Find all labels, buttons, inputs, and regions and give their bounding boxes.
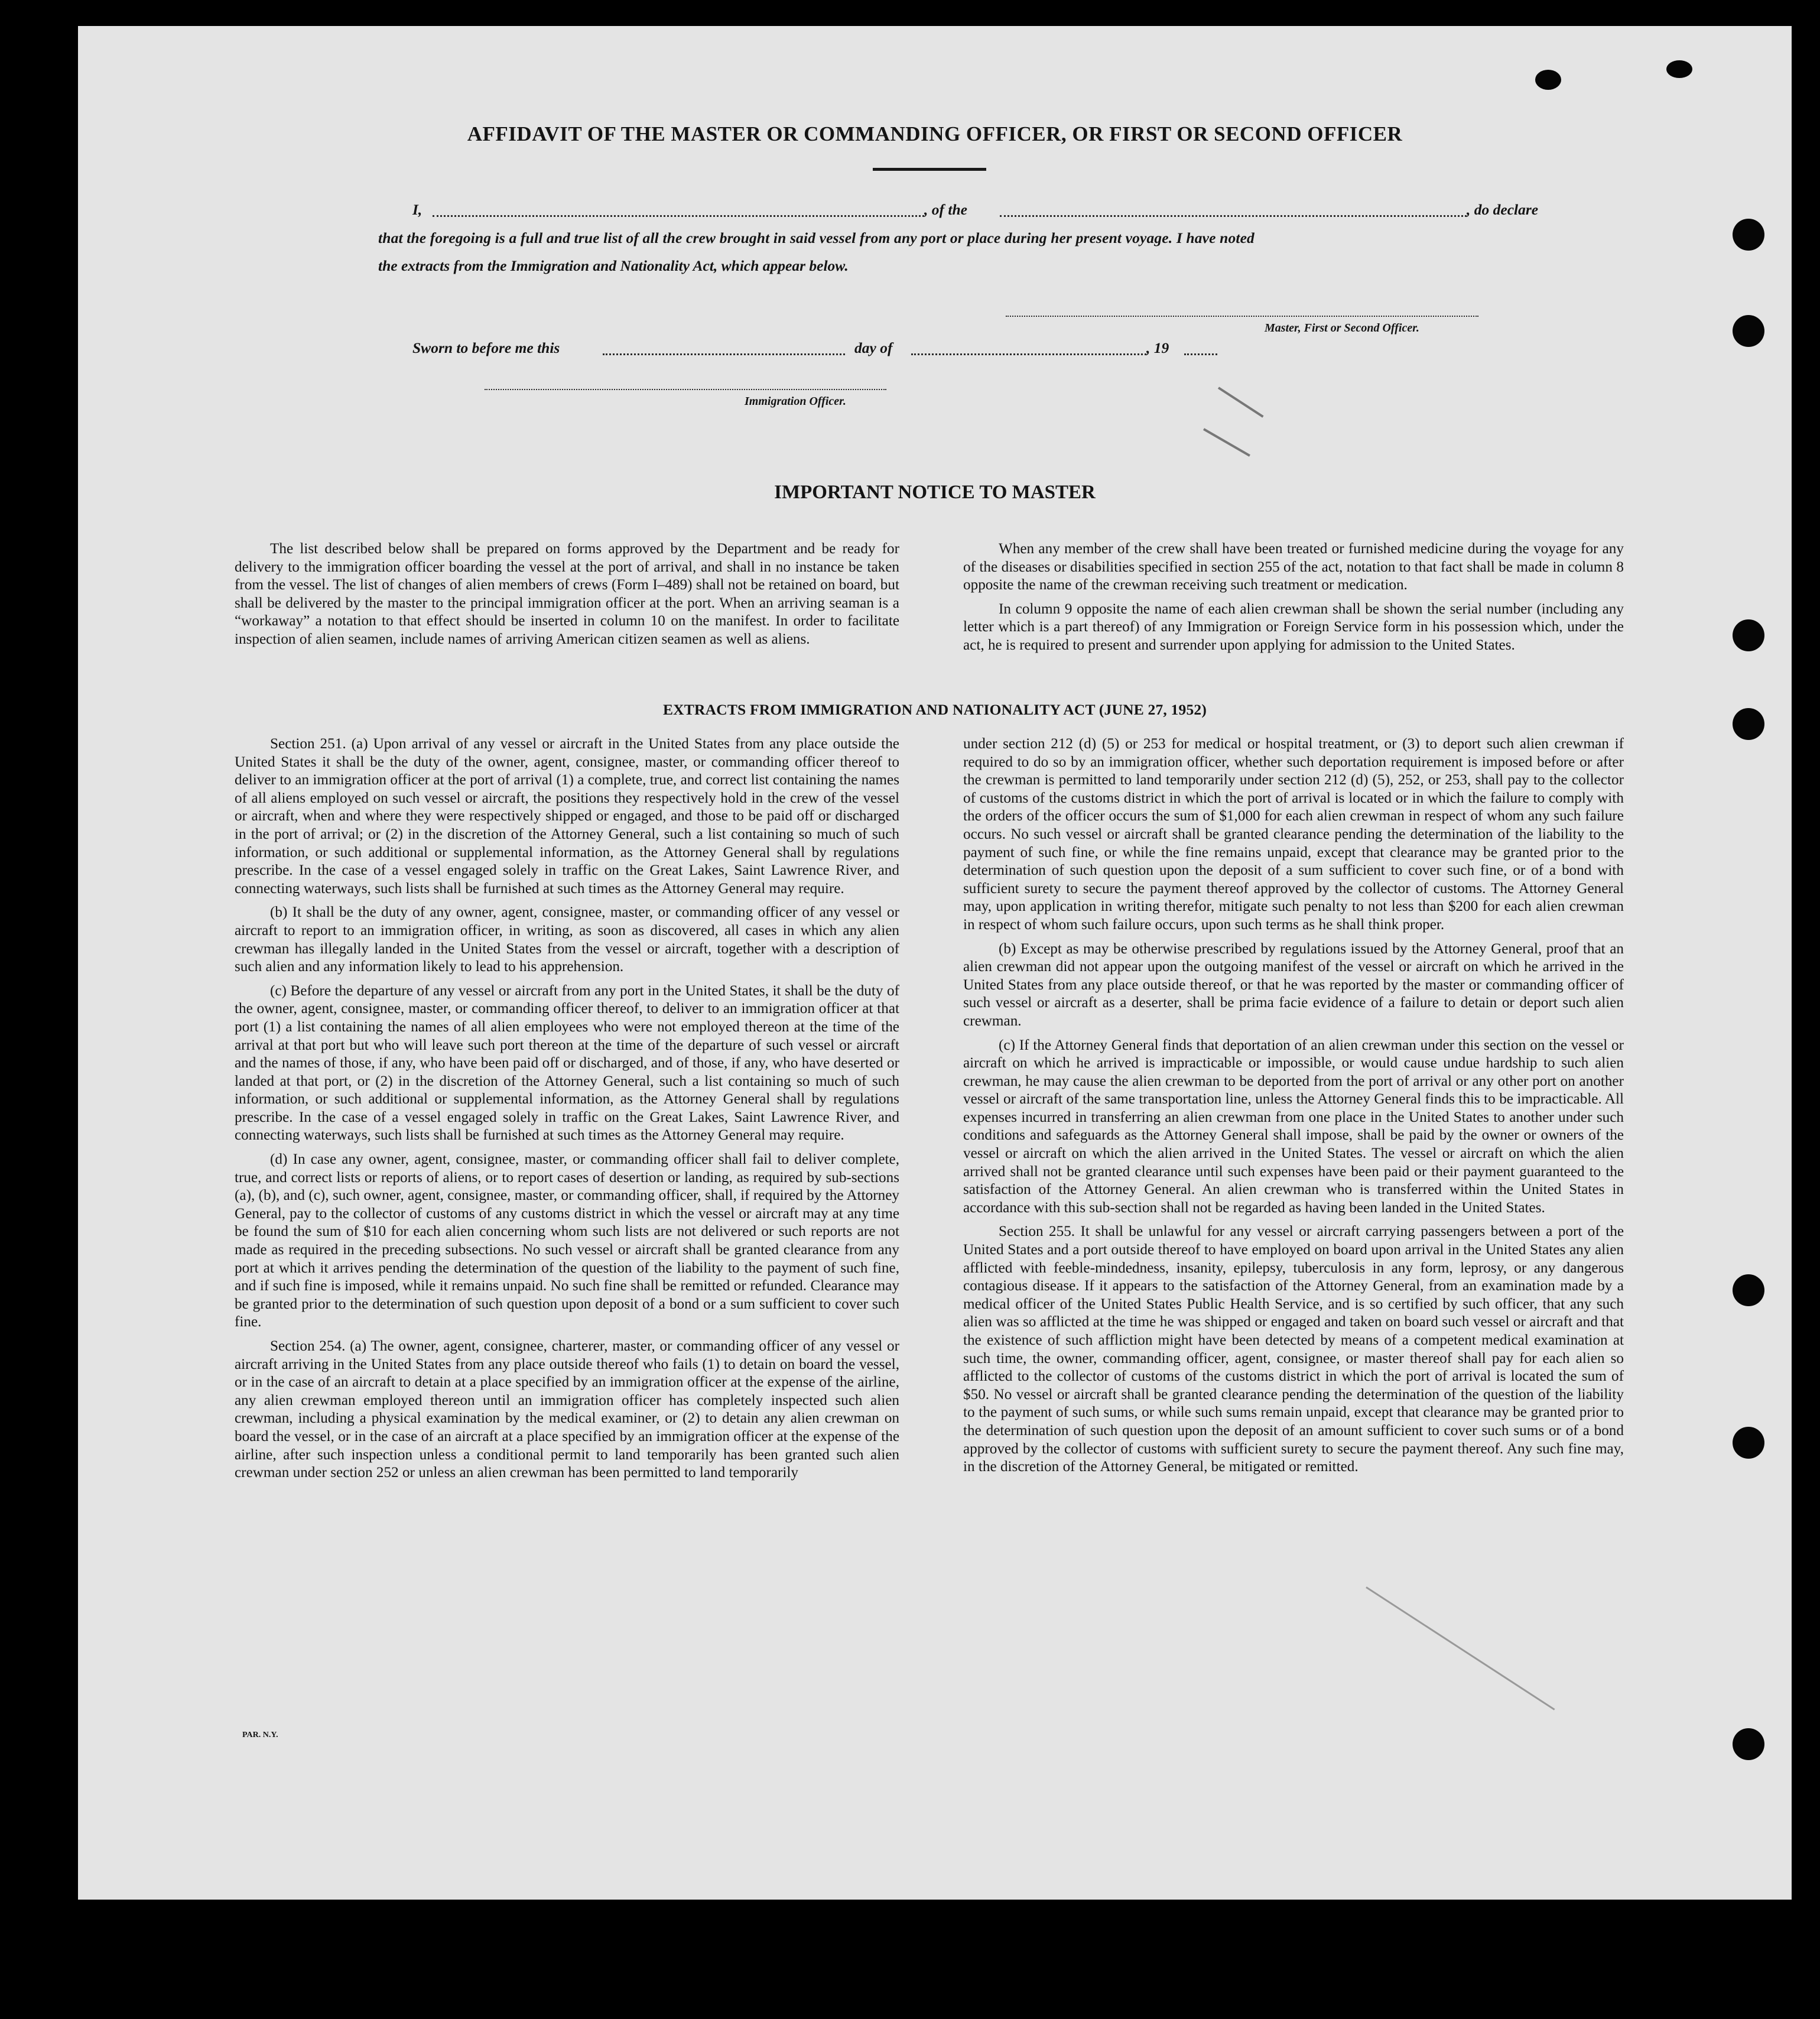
year-label: , 19 bbox=[1146, 339, 1169, 356]
scan-mark bbox=[1366, 1586, 1555, 1710]
extract-paragraph: Section 251. (a) Upon arrival of any vessel or aircraft in the United States from any place outside the United States it shall be the duty of the owner, agent, consignee, master, or commanding officer thereof to deliver to an immigration officer at the port of arrival (1) a complete, true, and correct list containing the names of all aliens employed on such vessel or aircraft, the positions they respectively hold in the crew of the vessel or aircraft, when and where they were respectively shipped or engaged, and those to be paid off or discharged in the port of arrival; or (2) in the discretion of the Attorney General, such a list containing so much of such information, or such additional or supplemental information, as the Attorney General shall by regulations prescribe. In the case of a vessel engaged solely in traffic on the Great Lakes, Saint Lawrence River, and connecting waterways, such lists shall be furnished at such times as the Attorney General may require. bbox=[235, 736, 899, 897]
affidavit-statement-line: the extracts from the Immigration and Nationality Act, which appear below. bbox=[378, 257, 849, 274]
notice-title: IMPORTANT NOTICE TO MASTER bbox=[774, 482, 1096, 503]
extract-paragraph: Section 254. (a) The owner, agent, consignee, charterer, master, or commanding officer of any vessel or aircraft arriving in the United States from any place outside thereof who fails (1) to detain on board the vessel, or in the case of an aircraft to detain at a place specified by an immigration officer at the expense of the airline, any alien crewman employed thereon until an immigration officer has completely inspected such alien crewman, including a physical examination by the medical examiner, or (2) to detain any alien crewman on board the vessel, or in the case of an aircraft at a place specified by an immigration officer at the expense of the airline, after such inspection unless a conditional permit to land temporarily has been granted such alien crewman under section 252 or unless an alien crewman has been permitted to land temporarily bbox=[235, 1338, 899, 1481]
extract-paragraph: (d) In case any owner, agent, consignee, master, or commanding officer shall fail to deliver complete, true, and correct lists or reports of aliens, or to report cases of desertion or landing, as required by sub-sections (a), (b), and (c), such owner, agent, consignee, master, or commanding officer, shall, if required by the Attorney General, pay to the collector of customs of any customs district in which the vessel or aircraft may at any time be found the sum of $10 for each alien concerning whom such lists are not delivered or such reports are not made as required in the preceding subsections. No such vessel or aircraft shall be granted clearance from any port at which it arrives pending the determination of the question of the liability to the payment of such fine, and if such fine is imposed, while it remains unpaid. No such fine shall be remitted or refunded. Clearance may be granted prior to the determination of such question upon deposit of a bond or a sum sufficient to cover such fine. bbox=[235, 1151, 899, 1330]
extract-paragraph: (b) Except as may be otherwise prescribed by regulations issued by the Attorney General, proof that an alien crewman did not appear upon the outgoing manifest of the vessel or aircraft on which he arrived in the United States from any place outside thereof, or that he was reported by the master or commanding officer of such vessel or aircraft as a deserter, shall be prima facie evidence of a failure to detain or deport such alien crewman. bbox=[963, 940, 1624, 1029]
binder-hole bbox=[1666, 60, 1692, 78]
affidavit-of-the-label: , of the bbox=[924, 201, 967, 218]
notice-paragraph: The list described below shall be prepared on forms approved by the Department and be ready for delivery to the immigration officer boarding the vessel at the port of arrival, and shall in no instance be taken from the vessel. The list of changes of alien members of crews (Form I–489) shall not be retained on board, but shall be delivered by the master to the principal immigration officer at the port. When an arriving seaman is a “workaway” a notation to that effect should be inserted in column 10 on the manifest. In order to facilitate inspection of alien seamen, include names of arriving American citizen seamen as well as aliens. bbox=[235, 541, 899, 647]
scan-mark bbox=[1218, 387, 1264, 417]
master-signature-field[interactable] bbox=[1006, 316, 1478, 317]
extracts-title: EXTRACTS FROM IMMIGRATION AND NATIONALITY ACT (JUNE 27, 1952) bbox=[662, 701, 1207, 718]
scan-mark bbox=[1203, 428, 1250, 456]
affidavit-statement-line: that the foregoing is a full and true list of all the crew brought in said vessel from any port or place during her present voyage. I have noted bbox=[378, 229, 1254, 246]
day-of-label: day of bbox=[854, 339, 893, 356]
binder-hole bbox=[1733, 1274, 1764, 1306]
sworn-label: Sworn to before me this bbox=[412, 339, 560, 356]
sworn-year-field[interactable] bbox=[1184, 353, 1217, 355]
extract-paragraph: under section 212 (d) (5) or 253 for medical or hospital treatment, or (3) to deport such alien crewman if required to do so by an immigration officer, whether such deportation requirement is imposed before or after the crewman is permitted to land temporarily under section 212 (d) (5), 252, or 253, shall pay to the collector of customs of the customs district in which the port of arrival is located or in which the failure to comply with the orders of the officer occurs the sum of $1,000 for each alien crewman in respect of whom any such failure occurs. No such vessel or aircraft shall be granted clearance pending the determination of the liability to the payment of such fine, or while the fine remains unpaid, except that clearance may be granted prior to the determination of such question upon the deposit of a sum sufficient to cover such fine, or of a bond with sufficient surety to secure the payment thereof approved by the collector of customs. The Attorney General may, upon application in writing therefor, mitigate such penalty to not less than $200 for each alien crewman in respect of whom such failure occurs, upon such terms as he shall think proper. bbox=[963, 736, 1624, 933]
binder-hole bbox=[1733, 315, 1764, 347]
master-signature-caption: Master, First or Second Officer. bbox=[1265, 322, 1419, 335]
notice-right-column bbox=[963, 540, 1624, 661]
binder-hole bbox=[1733, 1427, 1764, 1459]
affidavit-i-label: I, bbox=[412, 201, 422, 218]
immigration-officer-caption: Immigration Officer. bbox=[745, 395, 846, 408]
notice-left-column bbox=[235, 540, 899, 655]
extracts-right-column bbox=[963, 735, 1624, 1482]
affidavit-title: AFFIDAVIT OF THE MASTER OR COMMANDING OFFICER, OR FIRST OR SECOND OFFICER bbox=[467, 122, 1403, 145]
notice-paragraph: In column 9 opposite the name of each alien crewman shall be shown the serial number (including any letter which is a part thereof) of any Immigration or Foreign Service form in his possession which, under the act, he is required to present and surrender upon applying for admission to the United States. bbox=[963, 600, 1624, 653]
extract-paragraph: Section 255. It shall be unlawful for any vessel or aircraft carrying passengers between a port of the United States and a port outside thereof to have employed on board upon arrival in the United States any alien afflicted with feeble-mindedness, insanity, epilepsy, tuberculosis in any form, leprosy, or any dangerous contagious disease. If it appears to the satisfaction of the Attorney General, from an examination made by a medical officer of the United States Public Health Service, and is so certified by such officer, that any such alien was so afflicted at the time he was shipped or engaged and taken on board such vessel or aircraft and that the existence of such affliction might have been detected by means of a competent medical examination at such time, the owner, commanding officer, agent, consignee, or master thereof shall pay for each alien so afflicted to the collector of customs of the customs district in which the port of arrival is located the sum of $50. No vessel or aircraft shall be granted clearance pending the determination of the question of the liability to the payment of such sums, or while such sums remain unpaid, except that clearance may be granted prior to the determination of such question upon the deposit of an amount sufficient to cover such sums or of a bond approved by the collector of customs with sufficient surety to secure the payment thereof. Any such fine may, in the discretion of the Attorney General, be mitigated or remitted. bbox=[963, 1223, 1624, 1475]
vessel-name-field[interactable] bbox=[1000, 215, 1467, 217]
affidavit-declare-label: , do declare bbox=[1467, 201, 1539, 218]
title-divider bbox=[873, 168, 986, 171]
sworn-month-field[interactable] bbox=[911, 353, 1146, 355]
extract-paragraph: (b) It shall be the duty of any owner, agent, consignee, master, or commanding officer of any vessel or aircraft to report to an immigration officer, in writing, as soon as discovered, all cases in which any alien crewman has illegally landed in the United States from the vessel or aircraft, together with a description of such alien and any information likely to lead to his apprehension. bbox=[235, 904, 899, 975]
binder-hole bbox=[1733, 219, 1764, 251]
extract-paragraph: (c) If the Attorney General finds that deportation of an alien crewman under this section on the vessel or aircraft on which he arrived is impracticable or impossible, or would cause undue hardship to such alien crewman, he may cause the alien crewman to be deported from the port of arrival or any other port on another vessel or aircraft of the same transportation line, unless the Attorney General finds this to be impracticable. All expenses incurred in transferring an alien crewman from one place in the United States to another under such conditions and safeguards as the Attorney General shall impose, shall be paid by the owner or owners of the vessel or aircraft on which the alien arrived in the United States. The vessel or aircraft on which the alien arrived shall not be granted clearance until such expenses have been paid or their payment guaranteed to the satisfaction of the Attorney General. An alien crewman who is transferred within the United States in accordance with this sub-section shall not be regarded as having been landed in the United States. bbox=[963, 1037, 1624, 1216]
binder-hole bbox=[1535, 70, 1561, 90]
immigration-officer-signature-field[interactable] bbox=[485, 389, 886, 390]
officer-name-field[interactable] bbox=[433, 215, 924, 217]
binder-hole bbox=[1733, 619, 1764, 651]
extracts-left-column bbox=[235, 735, 899, 1488]
form-printer-code: PAR. N.Y. bbox=[242, 1731, 278, 1739]
binder-hole bbox=[1733, 1728, 1764, 1760]
notice-paragraph: When any member of the crew shall have been treated or furnished medicine during the voyage for any of the diseases or disabilities specified in section 255 of the act, notation to that fact shall be made in column 8 opposite the name of the crewman receiving such treatment or medication. bbox=[963, 541, 1624, 593]
document-page bbox=[78, 26, 1792, 1900]
sworn-day-field[interactable] bbox=[603, 353, 845, 355]
extract-paragraph: (c) Before the departure of any vessel or aircraft from any port in the United States, it shall be the duty of the owner, agent, consignee, master, or commanding officer thereof, to deliver to an immigration officer at that port (1) a list containing the names of all alien employees who were not employed thereon at the time of the arrival at that port but who will leave such port thereon at the time of the departure of such vessel or aircraft and the names of those, if any, who have been paid off or discharged, and of those, if any, who have deserted or landed at that port, or (2) in the discretion of the Attorney General, such a list containing so much of such information, or such additional or supplemental information, as the Attorney General shall by regulations prescribe. In the case of a vessel engaged solely in traffic on the Great Lakes, Saint Lawrence River, and connecting waterways, such lists shall be furnished at such times as the Attorney General may require. bbox=[235, 982, 899, 1144]
